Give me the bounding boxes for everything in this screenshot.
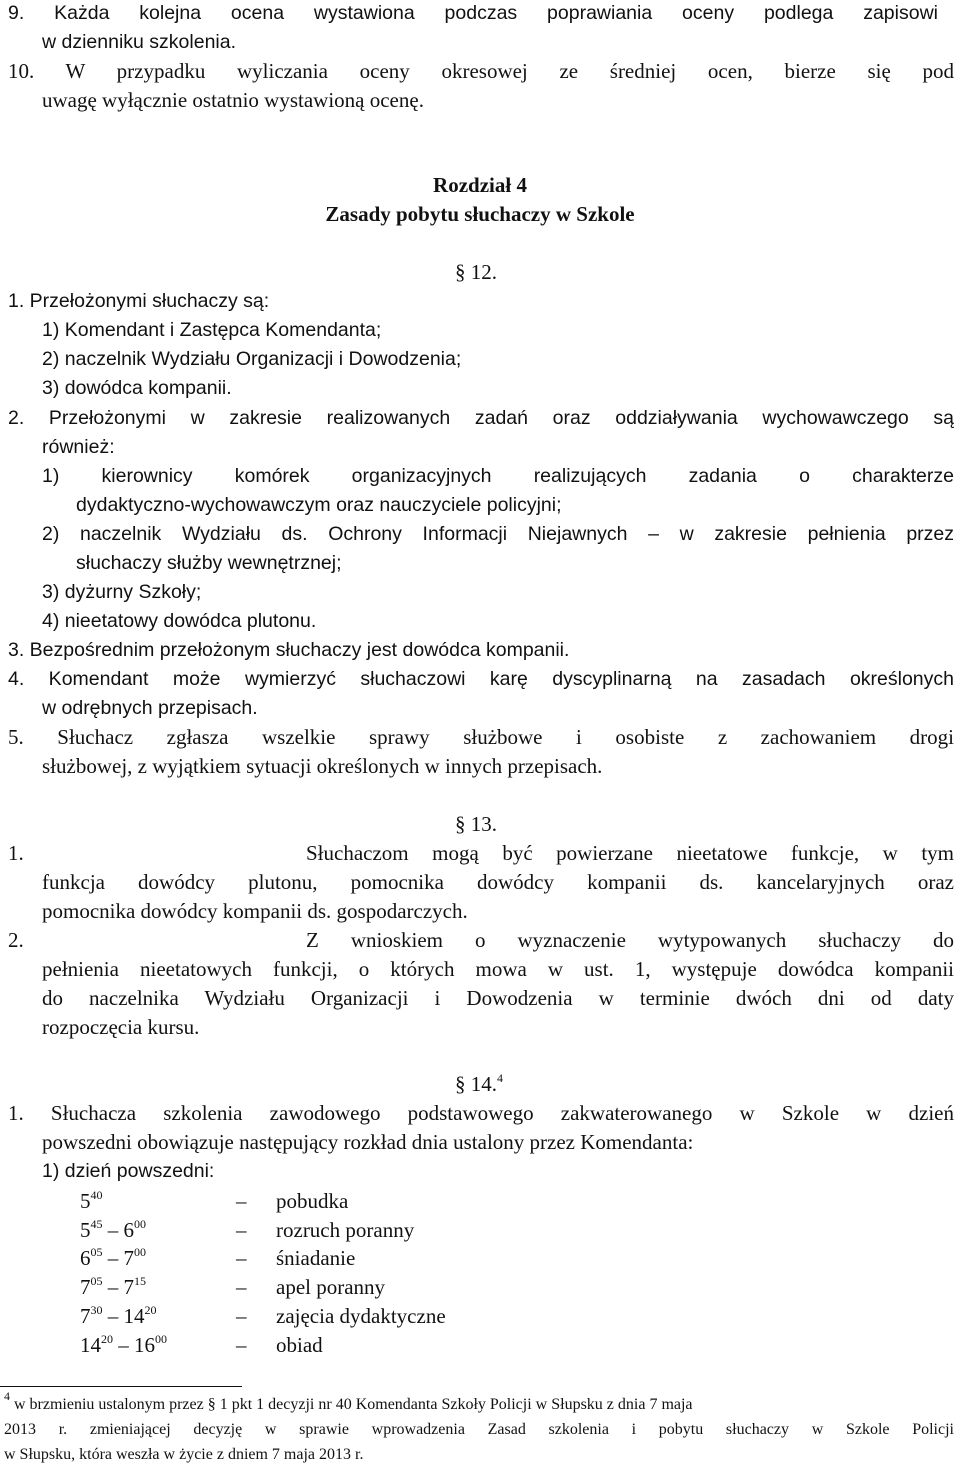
section-sign-icon: §: [455, 1072, 466, 1096]
s14-point1-line1: 1. Słuchacza szkolenia zawodowego podstawowego zakwaterowanego w Szkole w dzień: [8, 1101, 954, 1125]
schedule-row: [0, 1187, 960, 1215]
s12-point2-line2: również:: [42, 436, 115, 458]
schedule-row: [0, 1244, 960, 1272]
s12-point3: 3. Bezpośrednim przełożonym słuchaczy jest dowódca kompanii.: [8, 639, 570, 661]
footnote-line1: $^4$ w brzmieniu ustalonym przez § 1 pkt 1 decyzji nr 40 Komendanta Szkoły Policji w Słupsku z dnia 7 maja: [4, 1389, 693, 1413]
section-13-heading: [455, 811, 497, 837]
schedule-time: $7^{30} - 14^{20}$: [80, 1303, 157, 1328]
schedule-dash: –: [236, 1333, 247, 1357]
s13-point2-line1: Z wnioskiem o wyznaczenie wytypowanych słuchaczy do: [306, 928, 954, 952]
schedule-dash: –: [236, 1275, 247, 1299]
s13-point2-line4: rozpoczęcia kursu.: [42, 1015, 200, 1039]
footnote-line3: w Słupsku, która weszła w życie z dniem 7 maja 2013 r.: [4, 1446, 364, 1463]
s14-point1-line2: powszedni obowiązuje następujący rozkład dnia ustalony przez Komendanta:: [42, 1130, 694, 1154]
schedule-time: $14^{20} - 16^{00}$: [80, 1332, 167, 1357]
s13-point1-line3: pomocnika dowódcy kompanii ds. gospodarczych.: [42, 899, 468, 923]
schedule-dash: –: [236, 1218, 247, 1242]
s12-point2-item1-line1: 1) kierownicy komórek organizacyjnych realizujących zadania o charakterze: [42, 465, 954, 487]
schedule-activity: zajęcia dydaktyczne: [276, 1304, 446, 1328]
schedule-activity: apel poranny: [276, 1275, 386, 1299]
paragraph-9-line2: w dzienniku szkolenia.: [42, 31, 237, 53]
paragraph-9-line1: 9. Każda kolejna ocena wystawiona podczas poprawiania oceny podlega zapisowi: [8, 2, 938, 24]
section-14-heading: [455, 1071, 503, 1097]
section-13-label: 13.: [470, 812, 497, 836]
s12-point1: 1. Przełożonymi słuchaczy są:: [8, 290, 270, 312]
footnote-number: 4: [4, 1389, 10, 1403]
schedule-activity: pobudka: [276, 1189, 349, 1213]
s13-point2-line2: pełnienia nieetatowych funkcji, o których mowa w ust. 1, występuje dowódca kompanii: [42, 957, 954, 981]
paragraph-10-line2: uwagę wyłącznie ostatnio wystawioną ocenę.: [42, 88, 424, 112]
s12-point1-item2: 2) naczelnik Wydziału Organizacji i Dowodzenia;: [42, 348, 462, 370]
s12-point4-line2: w odrębnych przepisach.: [42, 697, 258, 719]
footnote-line2: 2013 r. zmieniającej decyzję w sprawie wprowadzenia Zasad szkolenia i pobytu słuchaczy w Szkole Policji: [4, 1421, 954, 1438]
s13-point2-number: 2.: [8, 928, 24, 952]
schedule-time: $5^{40}$: [80, 1188, 103, 1213]
s13-point1-line2: funkcja dowódcy plutonu, pomocnika dowódcy kompanii ds. kancelaryjnych oraz: [42, 870, 954, 894]
schedule-time: $6^{05} - 7^{00}$: [80, 1245, 146, 1270]
s13-point2-line3: do naczelnika Wydziału Organizacji i Dowodzenia w terminie dwóch dni od daty: [42, 986, 954, 1010]
schedule-activity: obiad: [276, 1333, 323, 1357]
s12-point1-item1: 1) Komendant i Zastępca Komendanta;: [42, 319, 382, 341]
schedule-activity: śniadanie: [276, 1246, 356, 1270]
chapter-title: Zasady pobytu słuchaczy w Szkole: [325, 202, 635, 226]
schedule-dash: –: [236, 1189, 247, 1213]
footnote-reference: 4: [497, 1071, 503, 1085]
chapter-number: Rozdział 4: [433, 173, 527, 197]
section-sign-icon: §: [455, 812, 466, 836]
schedule-dash: –: [236, 1304, 247, 1328]
section-12-label: 12.: [470, 260, 497, 284]
schedule-activity: rozruch poranny: [276, 1218, 415, 1242]
s12-point2-line1: 2. Przełożonymi w zakresie realizowanych zadań oraz oddziaływania wychowawczego są: [8, 407, 954, 429]
s13-point1-number: 1.: [8, 841, 24, 865]
s12-point5-line2: służbowej, z wyjątkiem sytuacji określonych w innych przepisach.: [42, 754, 603, 778]
s12-point1-item3: 3) dowódca kompanii.: [42, 377, 232, 399]
schedule-dash: –: [236, 1246, 247, 1270]
schedule-row: [0, 1302, 960, 1330]
s12-point2-item4: 4) nieetatowy dowódca plutonu.: [42, 610, 317, 632]
schedule-row: [0, 1273, 960, 1301]
section-14-label: 14.: [470, 1072, 497, 1096]
s12-point4-line1: 4. Komendant może wymierzyć słuchaczowi karę dyscyplinarną na zasadach określonych: [8, 668, 954, 690]
s14-point1-item1: 1) dzień powszedni:: [42, 1160, 215, 1182]
s12-point2-item2-line2: słuchaczy służby wewnętrznej;: [76, 552, 342, 574]
schedule-row: [0, 1216, 960, 1244]
schedule-time: $7^{05} - 7^{15}$: [80, 1274, 146, 1299]
footnote-separator: [0, 1386, 242, 1387]
schedule-row: [0, 1331, 960, 1359]
schedule-time: $5^{45} - 6^{00}$: [80, 1217, 146, 1242]
section-sign-icon: §: [455, 260, 466, 284]
paragraph-10-line1: 10. W przypadku wyliczania oceny okresowej ze średniej ocen, bierze się pod: [8, 59, 954, 83]
s12-point2-item3: 3) dyżurny Szkoły;: [42, 581, 202, 603]
s12-point2-item2-line1: 2) naczelnik Wydziału ds. Ochrony Informacji Niejawnych – w zakresie pełnienia przez: [42, 523, 954, 545]
section-12-heading: [455, 259, 497, 285]
s13-point1-line1: Słuchaczom mogą być powierzane nieetatowe funkcje, w tym: [306, 841, 954, 865]
s12-point5-line1: 5. Słuchacz zgłasza wszelkie sprawy służbowe i osobiste z zachowaniem drogi: [8, 725, 954, 749]
s12-point2-item1-line2: dydaktyczno-wychowawczym oraz nauczyciele policyjni;: [76, 494, 562, 516]
